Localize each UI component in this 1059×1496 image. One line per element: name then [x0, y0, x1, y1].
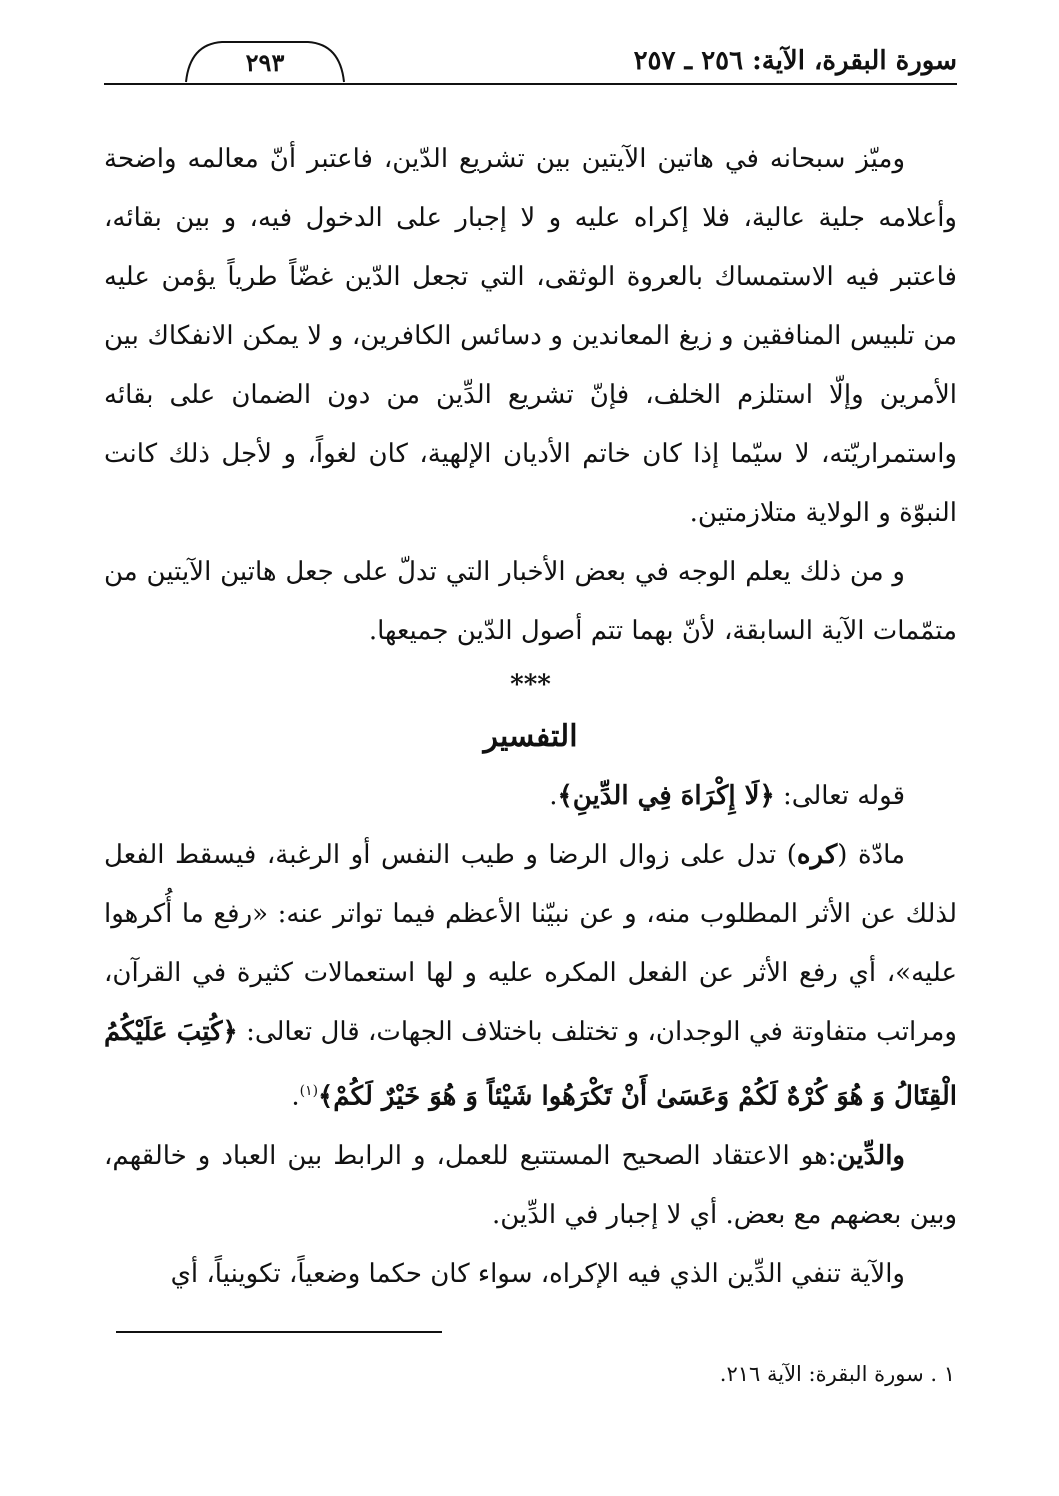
verse-intro: قوله تعالى:: [782, 781, 905, 811]
footnote: ١ . سورة البقرة: الآية ٢١٦.: [719, 1362, 955, 1386]
page-number: ٢٩٣: [245, 48, 285, 77]
punctuation: .: [549, 781, 558, 811]
root-word: كره: [796, 840, 838, 870]
definition-text: :هو الاعتقاد الصحيح المستتبع للعمل، و الرابط بين العباد و خالقهم، وبين بعضهم مع بعض. أي لا إجبار في الدِّين.: [104, 1140, 957, 1230]
section-heading: التفسير: [483, 719, 578, 754]
text-segment: ) تدل على زوال الرضا و طيب النفس أو الرغبة، فيسقط الفعل لذلك عن الأثر المطلوب منه، و عن نبيّنا الأعظم فيما تواتر عنه: «رفع ما أُكرهوا عليه»، أي رفع الأثر عن الفعل المكره عليه و لها استعمالات كثيرة في القرآن، ومراتب متفاوتة في الوجدان، و تختلف باختلاف الجهات، قال تعالى:: [104, 840, 957, 1047]
paragraph-3: [104, 767, 957, 826]
paragraph-1: وميّز سبحانه في هاتين الآيتين بين تشريع الدّين، فاعتبر أنّ معالمه واضحة وأعلامه جلية عالية، فلا إكراه عليه و لا إجبار على الدخول فيه، و بين بقائه، فاعتبر فيه الاستمساك بالعروة الوثقى، التي تجعل الدّين غضّاً طرياً يؤمن عليه من تلبيس المنافقين و زيغ المعاندين و دسائس الكافرين، و لا يمكن الانفكاك بين الأمرين وإلّا استلزم الخلف، فإنّ تشريع الدِّين من دون الضمان على بقائه واستمراريّته، لا سيّما إذا كان خاتم الأديان الإلهية، كان لغواً، و لأجل ذلك كانت النبوّة و الولاية متلازمتين.: [104, 144, 957, 528]
page-number-badge: [180, 38, 350, 84]
running-title: سورة البقرة، الآية: ٢٥٦ ـ ٢٥٧: [633, 46, 957, 76]
paragraph-2: و من ذلك يعلم الوجه في بعض الأخبار التي تدلّ على جعل هاتين الآيتين من متمّمات الآية السابقة، لأنّ بهما تتم أصول الدّين جميعها.: [104, 557, 957, 646]
footnote-reference: (١): [299, 1083, 319, 1099]
defined-term: والدِّين: [836, 1140, 905, 1171]
section-separator: ***: [510, 670, 551, 700]
footnote-rule: [116, 1331, 442, 1333]
page-header: [104, 38, 957, 86]
paragraph-5: [104, 1127, 957, 1245]
paragraph-6: والآية تنفي الدِّين الذي فيه الإكراه، سواء كان حكما وضعياً، تكوينياً، أي: [170, 1258, 905, 1289]
text-segment: مادّة (: [837, 840, 905, 870]
paragraph-4: [104, 826, 957, 1127]
quran-verse: ﴿كُتِبَ عَلَيْكُمُ الْقِتَالُ وَ هُوَ كُرْهٌ لَكُمْ وَعَسَىٰ أَنْ تَكْرَهُوا شَيْئاً وَ هُوَ خَيْرٌ لَكُمْ﴾: [104, 1017, 957, 1112]
page-body: [104, 130, 957, 1304]
header-rule: [104, 83, 957, 85]
punctuation: .: [291, 1081, 300, 1112]
quran-verse: ﴿لَا إِكْرَاهَ فِي الدِّينِ﴾: [557, 781, 775, 811]
